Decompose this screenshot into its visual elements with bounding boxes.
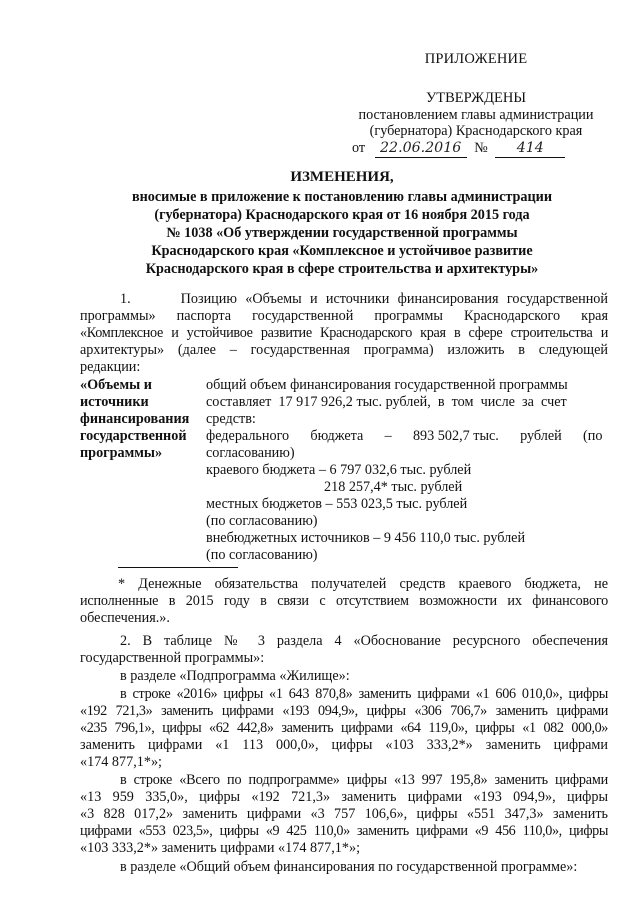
handwritten-number: 414 [495, 139, 565, 158]
row2016-line: «174 877,1*»; [80, 754, 162, 770]
item1-line: программы» паспорта государственной программы Краснодарского края [80, 308, 608, 324]
title-line: Краснодарского края «Комплексное и устойчивое развитие [151, 243, 533, 259]
item1-line: архитектуры» (далее – государственная программа) изложить в следующей [80, 342, 608, 358]
footnote-line: обеспечения.». [80, 610, 170, 626]
item1-line: «Комплексное и устойчивое развитие Краснодарского края в сфере строительства и [80, 325, 608, 341]
row-total-line: «13 959 335,0», цифры «192 721,3» заменить цифрами «193 094,9», цифры [80, 789, 608, 805]
appendix-approved: УТВЕРЖДЕНЫ [425, 90, 527, 106]
section-housing: в разделе «Подпрограмма «Жилище»: [120, 668, 350, 684]
table-label-line: государственной [80, 428, 187, 444]
table-content-line: краевого бюджета – 6 797 032,6 тыс. рублей [206, 462, 472, 478]
table-content-line: составляет 17 917 926,2 тыс. рублей, в том числе за счет [206, 394, 567, 410]
title-line: вносимые в приложение к постановлению главы администрации [131, 189, 553, 205]
footnote-line: исполненные в 2015 году в связи с отсутствием возможности их финансового [80, 593, 608, 609]
table-content-line: средств: [206, 411, 256, 427]
handwritten-date: 22.06.2016 [375, 139, 467, 158]
table-content-line: общий объем финансирования государственной программы [206, 377, 568, 393]
row2016-line: «235 796,1», цифры «62 442,8» заменить цифрами «64 119,0», цифры «1 082 000,0» [80, 720, 608, 736]
appendix-line-2: (губернатора) Краснодарского края [369, 123, 583, 139]
row-total-line: в строке «Всего по подпрограмме» цифры «13 997 195,8» заменить цифрами [120, 772, 608, 788]
date-prefix: от [352, 140, 366, 156]
row2016-line: «192 721,3» заменить цифрами «193 094,9», цифры «306 706,7» заменить цифрами [80, 703, 608, 719]
changes-heading: ИЗМЕНЕНИЯ, [290, 169, 394, 185]
title-line: (губернатора) Краснодарского края от 16 ноября 2015 года [154, 207, 530, 223]
table-label-line: «Объемы и [80, 377, 152, 393]
table-label-line: финансирования [80, 411, 190, 427]
title-line: № 1038 «Об утверждении государственной программы [166, 225, 518, 241]
table-content-line: внебюджетных источников – 9 456 110,0 тыс. рублей [206, 530, 526, 546]
section-total: в разделе «Общий объем финансирования по государственной программе»: [120, 859, 578, 875]
table-content-line: (по согласованию) [206, 513, 318, 529]
appendix-title: ПРИЛОЖЕНИЕ [424, 51, 528, 67]
row-total-line: «3 828 017,2» заменить цифрами «3 757 106,6», цифры «551 347,3» заменить [80, 806, 608, 822]
item2-line: государственной программы»: [80, 650, 265, 666]
number-prefix: № [474, 140, 488, 156]
table-content-line: федерального бюджета – 893 502,7 тыс. рублей (по [206, 428, 603, 444]
footnote-line: * Денежные обязательства получателей средств краевого бюджета, не [118, 576, 608, 592]
row2016-line: заменить цифрами «1 113 000,0», цифры «103 333,2*» заменить цифрами [80, 737, 608, 753]
table-content-line: согласованию) [206, 445, 295, 461]
footnote-divider [118, 567, 238, 568]
appendix-line-1: постановлением главы администрации [358, 107, 594, 123]
row-total-line: «103 333,2*» заменить цифрами «174 877,1*»; [80, 840, 361, 856]
table-label-line: программы» [80, 445, 163, 461]
table-content-line: местных бюджетов – 553 023,5 тыс. рублей [206, 496, 468, 512]
table-content-line: (по согласованию) [206, 547, 318, 563]
item2-line: 2. В таблице № 3 раздела 4 «Обоснование ресурсного обеспечения [120, 633, 608, 649]
row2016-line: в строке «2016» цифры «1 643 870,8» заменить цифрами «1 606 010,0», цифры [120, 686, 608, 702]
row-total-line: цифрами «553 023,5», цифры «9 425 110,0» заменить цифрами «9 456 110,0», цифры [80, 823, 608, 839]
item1-line: редакции: [80, 359, 141, 375]
appendix-date-row [352, 139, 612, 158]
table-label-line: источники [80, 394, 149, 410]
item1-line: 1. Позицию «Объемы и источники финансирования государственной [120, 291, 608, 307]
title-line: Краснодарского края в сфере строительства и архитектуры» [145, 261, 539, 277]
table-content-line: 218 257,4* тыс. рублей [324, 479, 463, 495]
